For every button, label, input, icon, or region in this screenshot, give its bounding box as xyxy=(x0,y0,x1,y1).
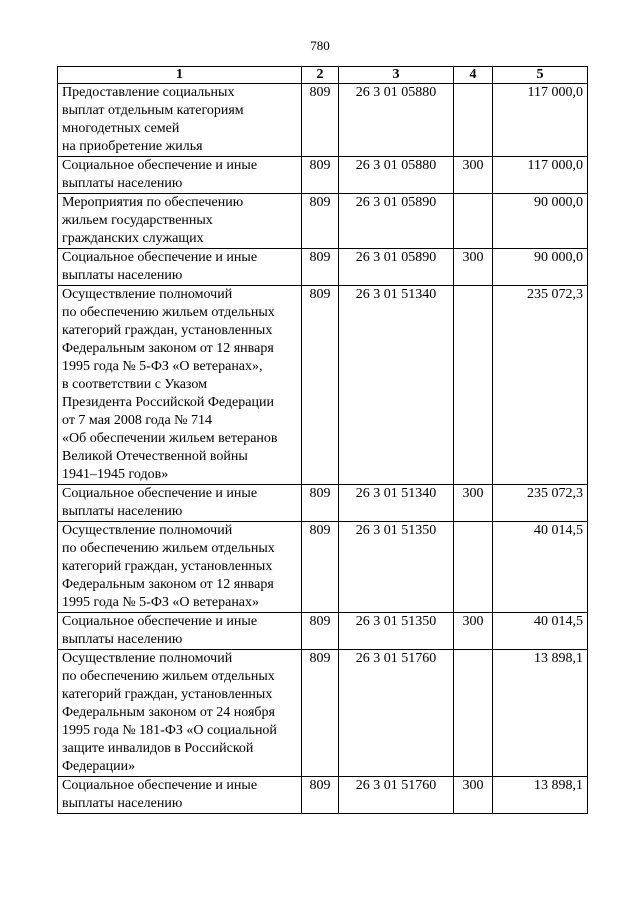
row-name: Социальное обеспечение и иные выплаты населению xyxy=(58,157,302,194)
column-header-3: 3 xyxy=(339,67,454,84)
row-admin-code: 809 xyxy=(302,286,339,485)
table-row xyxy=(58,485,588,522)
row-amount: 40 014,5 xyxy=(493,522,588,613)
row-name: Осуществление полномочий по обеспечению жильем отдельных категорий граждан, установленных Федеральным законом от 12 января 1995 года № 5-ФЗ «О ветеранах» xyxy=(58,522,302,613)
row-target-code: 26 3 01 05880 xyxy=(339,157,454,194)
row-expense-type xyxy=(454,84,493,157)
row-amount: 117 000,0 xyxy=(493,84,588,157)
row-target-code: 26 3 01 51760 xyxy=(339,650,454,777)
row-target-code: 26 3 01 05890 xyxy=(339,249,454,286)
table-row xyxy=(58,249,588,286)
table-row xyxy=(58,157,588,194)
row-name: Мероприятия по обеспечению жильем государственных гражданских служащих xyxy=(58,194,302,249)
row-expense-type xyxy=(454,522,493,613)
row-amount: 90 000,0 xyxy=(493,194,588,249)
table-row xyxy=(58,650,588,777)
row-name: Социальное обеспечение и иные выплаты населению xyxy=(58,613,302,650)
row-admin-code: 809 xyxy=(302,84,339,157)
row-target-code: 26 3 01 05880 xyxy=(339,84,454,157)
row-expense-type xyxy=(454,194,493,249)
row-amount: 235 072,3 xyxy=(493,485,588,522)
row-name: Осуществление полномочий по обеспечению жильем отдельных категорий граждан, установленных Федеральным законом от 12 января 1995 года № 5-ФЗ «О ветеранах», в соответствии с Указом Президента Российской Федерации от 7 мая 2008 года № 714 «Об обеспечении жильем ветеранов Великой Отечественной войны 1941–1945 годов» xyxy=(58,286,302,485)
row-name: Предоставление социальных выплат отдельным категориям многодетных семей на приобретение жилья xyxy=(58,84,302,157)
row-expense-type xyxy=(454,650,493,777)
row-admin-code: 809 xyxy=(302,650,339,777)
table-header-row xyxy=(58,67,588,84)
row-expense-type: 300 xyxy=(454,485,493,522)
row-admin-code: 809 xyxy=(302,522,339,613)
table-row xyxy=(58,84,588,157)
row-expense-type: 300 xyxy=(454,613,493,650)
row-target-code: 26 3 01 51350 xyxy=(339,613,454,650)
row-expense-type: 300 xyxy=(454,157,493,194)
column-header-5: 5 xyxy=(493,67,588,84)
column-header-2: 2 xyxy=(302,67,339,84)
table-row xyxy=(58,522,588,613)
row-name: Социальное обеспечение и иные выплаты населению xyxy=(58,249,302,286)
row-expense-type xyxy=(454,286,493,485)
column-header-4: 4 xyxy=(454,67,493,84)
row-target-code: 26 3 01 51350 xyxy=(339,522,454,613)
row-target-code: 26 3 01 05890 xyxy=(339,194,454,249)
table-row xyxy=(58,286,588,485)
row-admin-code: 809 xyxy=(302,777,339,814)
row-name: Социальное обеспечение и иные выплаты населению xyxy=(58,485,302,522)
row-expense-type: 300 xyxy=(454,249,493,286)
table-row xyxy=(58,194,588,249)
row-amount: 13 898,1 xyxy=(493,777,588,814)
column-header-1: 1 xyxy=(58,67,302,84)
row-admin-code: 809 xyxy=(302,157,339,194)
row-amount: 13 898,1 xyxy=(493,650,588,777)
row-admin-code: 809 xyxy=(302,249,339,286)
row-admin-code: 809 xyxy=(302,613,339,650)
row-amount: 117 000,0 xyxy=(493,157,588,194)
budget-table xyxy=(57,66,588,814)
page-number: 780 xyxy=(310,38,330,53)
row-expense-type: 300 xyxy=(454,777,493,814)
row-name: Осуществление полномочий по обеспечению жильем отдельных категорий граждан, установленных Федеральным законом от 24 ноября 1995 года № 181-ФЗ «О социальной защите инвалидов в Российской Федерации» xyxy=(58,650,302,777)
row-admin-code: 809 xyxy=(302,485,339,522)
table-row xyxy=(58,777,588,814)
row-target-code: 26 3 01 51340 xyxy=(339,286,454,485)
row-admin-code: 809 xyxy=(302,194,339,249)
row-target-code: 26 3 01 51760 xyxy=(339,777,454,814)
row-amount: 40 014,5 xyxy=(493,613,588,650)
row-name: Социальное обеспечение и иные выплаты населению xyxy=(58,777,302,814)
row-amount: 90 000,0 xyxy=(493,249,588,286)
row-target-code: 26 3 01 51340 xyxy=(339,485,454,522)
table-row xyxy=(58,613,588,650)
row-amount: 235 072,3 xyxy=(493,286,588,485)
